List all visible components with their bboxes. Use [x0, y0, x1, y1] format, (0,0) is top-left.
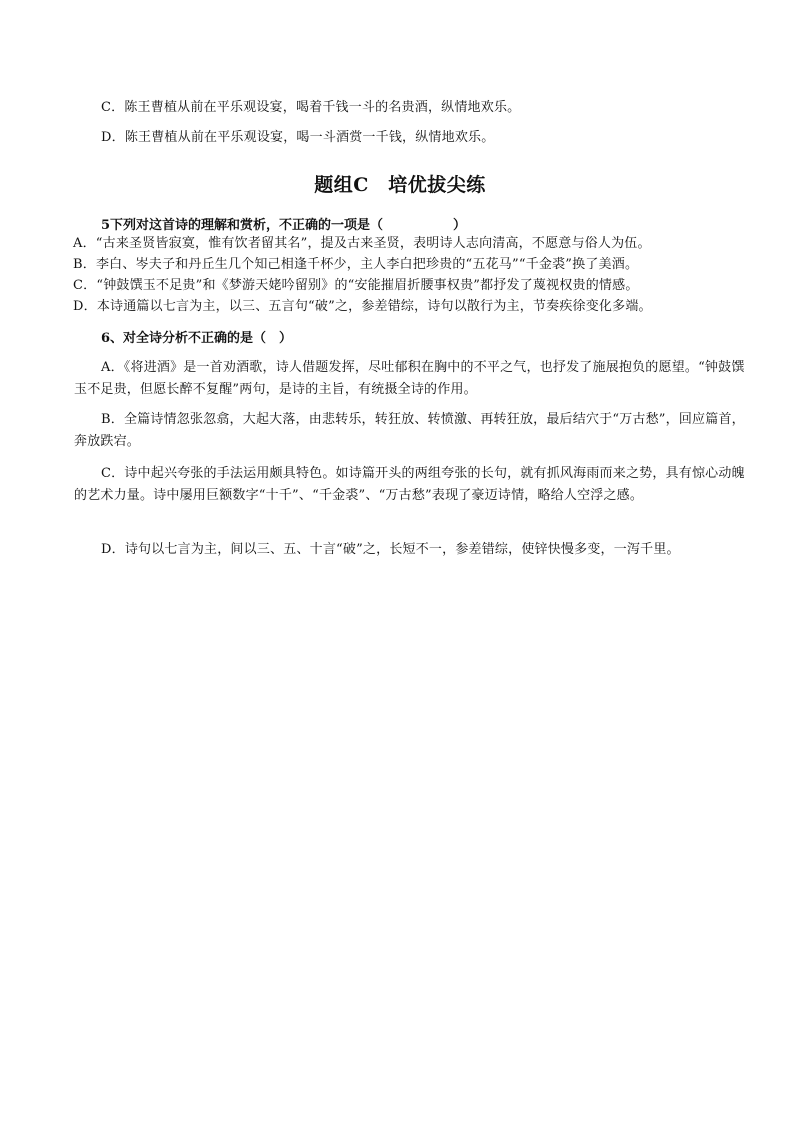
previous-option-c: C．陈王曹植从前在平乐观设宴，喝着千钱一斗的名贵酒，纵情地欢乐。	[101, 100, 521, 115]
question-6-option-d: D．诗句以七言为主，间以三、五、十言“破”之，长短不一，参差错综，使锌快慢多变，一泻千里。	[101, 542, 680, 557]
previous-option-d: D．陈王曹植从前在平乐观设宴，喝一斗酒赏一千钱，纵情地欢乐。	[101, 130, 495, 145]
section-title: 题组C 培优拔尖练	[314, 174, 486, 196]
question-5-stem-text: 5下列对这首诗的理解和赏析，不正确的一项是（	[101, 218, 384, 233]
question-5-option-d: D．本诗通篇以七言为主，以三、五言句“破”之，参差错综，诗句以散行为主，节奏疾徐变化多端。	[73, 299, 652, 314]
question-6-option-a: A．《将进酒》是一首劝酒歌，诗人借题发挥，尽吐郁积在胸中的不平之气，也抒发了施展抱负的愿望。“钟鼓馔玉不足贵，但愿长醉不复醒”两句，是诗的主旨，有统摄全诗的作用。	[74, 360, 745, 397]
question-5-option-b: B．李白、岑夫子和丹丘生几个知己相逢千杯少，主人李白把珍贵的“五花马”“千金裘”换了美酒。	[73, 257, 639, 272]
question-6-stem: 6、对全诗分析不正确的是（ ）	[101, 331, 293, 346]
question-5-stem-close: ）	[453, 218, 467, 233]
question-5-stem	[101, 214, 466, 233]
question-6-option-b: B．全篇诗情忽张忽翕，大起大落，由悲转乐，转狂放、转愤激、再转狂放，最后结穴于“万古愁”，回应篇首，奔放跌宕。	[74, 412, 745, 449]
question-5-option-a: A．“古来圣贤皆寂寞，惟有饮者留其名”，提及古来圣贤，表明诗人志向清高，不愿意与俗人为伍。	[73, 236, 651, 251]
question-5-option-c: C．“钟鼓馔玉不足贵”和《梦游天姥吟留别》的“安能摧眉折腰事权贵”都抒发了蔑视权贵的情感。	[73, 278, 639, 293]
question-6-option-c: C．诗中起兴夸张的手法运用颇具特色。如诗篇开头的两组夸张的长句，就有抓风海雨而来之势，具有惊心动魄的艺术力量。诗中屡用巨额数字“十千”、“千金裘”、“万古愁”表现了豪迈诗情，略给人空浮之感。	[74, 466, 745, 503]
